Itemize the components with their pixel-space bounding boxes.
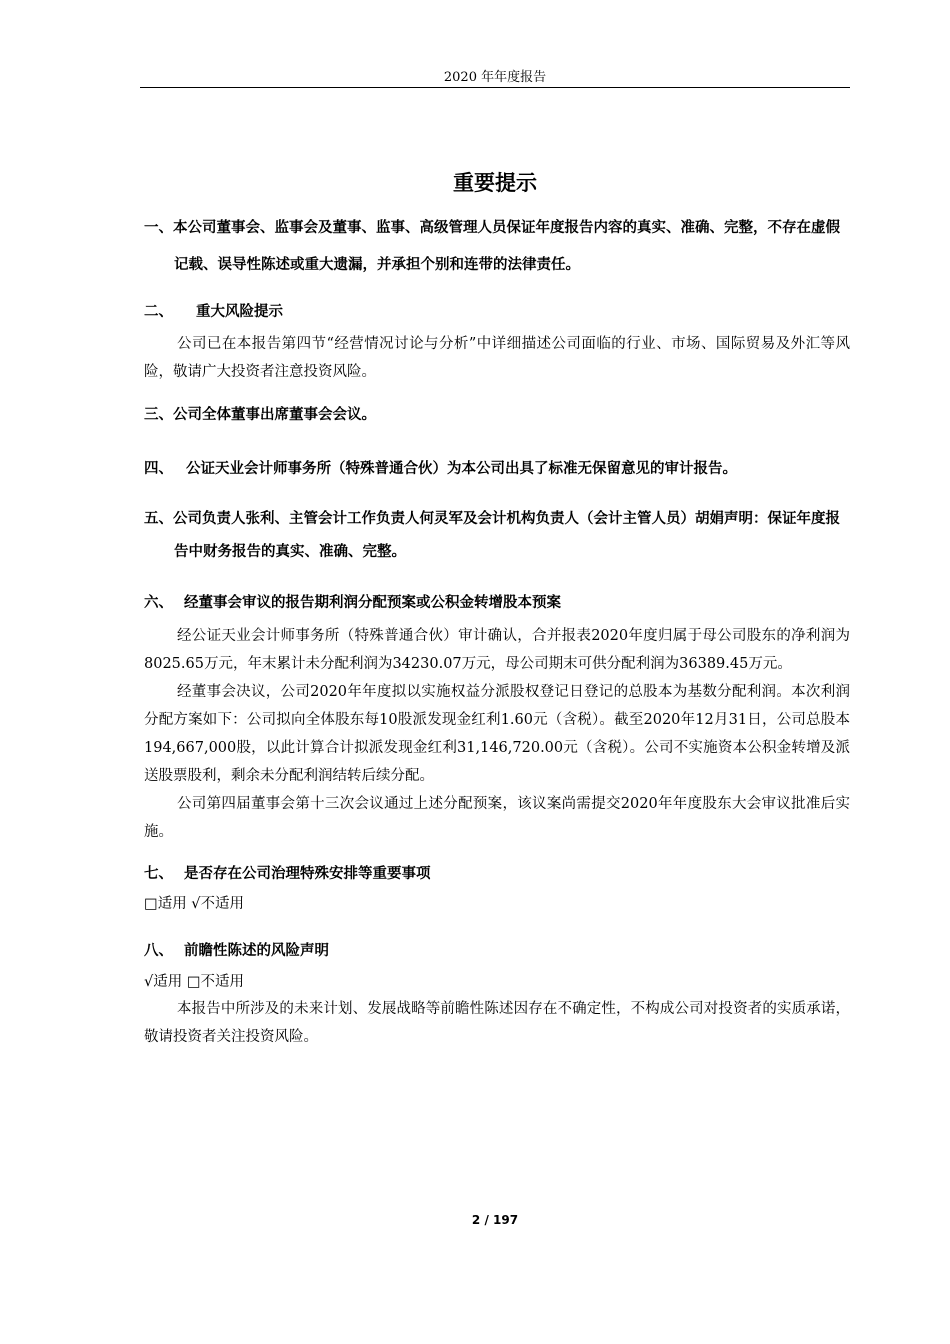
document-body xyxy=(144,210,850,1051)
section-5 xyxy=(144,503,850,569)
section-1 xyxy=(144,210,850,284)
section-7-number: 七、 xyxy=(144,866,173,882)
section-8-number: 八、 xyxy=(144,943,173,959)
section-7 xyxy=(144,862,850,918)
section-7-heading: 是否存在公司治理特殊安排等重要事项 xyxy=(184,866,431,882)
page-title: 重要提示 xyxy=(453,171,537,195)
header-divider xyxy=(140,87,850,88)
section-4 xyxy=(144,457,850,481)
section-6 xyxy=(144,591,850,846)
section-6-heading: 经董事会审议的报告期利润分配预案或公积金转增股本预案 xyxy=(184,595,561,611)
section-3 xyxy=(144,403,850,427)
section-7-options: □适用 √不适用 xyxy=(144,896,245,912)
section-8-paragraph: 本报告中所涉及的未来计划、发展战略等前瞻性陈述因存在不确定性，不构成公司对投资者的实质承诺，敬请投资者关注投资风险。 xyxy=(144,1001,850,1045)
page-header: 2020 年年度报告 xyxy=(443,70,547,85)
section-6-number: 六、 xyxy=(144,595,173,611)
page-number: 2 / 197 xyxy=(471,1213,519,1227)
section-8-heading: 前瞻性陈述的风险声明 xyxy=(184,943,329,959)
section-5-text: 公司负责人张利、主管会计工作负责人何灵军及会计机构负责人（会计主管人员）胡娟声明：保证年度报告中财务报告的真实、准确、完整。 xyxy=(173,511,840,560)
section-2 xyxy=(144,300,850,386)
section-1-text: 本公司董事会、监事会及董事、监事、高级管理人员保证年度报告内容的真实、准确、完整，不存在虚假记载、误导性陈述或重大遗漏，并承担个别和连带的法律责任。 xyxy=(173,220,840,273)
section-6-paragraph-3: 公司第四届董事会第十三次会议通过上述分配预案，该议案尚需提交2020年年度股东大会审议批准后实施。 xyxy=(144,796,850,840)
section-3-text: 三、公司全体董事出席董事会会议。 xyxy=(144,407,376,423)
section-8 xyxy=(144,939,850,1051)
section-4-text: 公证天业会计师事务所（特殊普通合伙）为本公司出具了标准无保留意见的审计报告。 xyxy=(186,461,737,477)
section-4-number: 四、 xyxy=(144,461,173,477)
section-6-paragraph-2: 经董事会决议，公司2020年年度拟以实施权益分派股权登记日登记的总股本为基数分配利润。本次利润分配方案如下：公司拟向全体股东每10股派发现金红利1.60元（含税）。截至2020年12月31日，公司总股本194,667,000股，以此计算合计拟派发现金红利31,146,720.00元（含税）。公司不实施资本公积金转增及派送股票股利，剩余未分配利润结转后续分配。 xyxy=(144,684,850,784)
section-2-heading: 重大风险提示 xyxy=(196,304,283,320)
section-6-paragraph-1: 经公证天业会计师事务所（特殊普通合伙）审计确认，合并报表2020年度归属于母公司股东的净利润为8025.65万元，年末累计未分配利润为34230.07万元，母公司期末可供分配利润为36389.45万元。 xyxy=(144,628,850,672)
section-1-number: 一、 xyxy=(144,220,173,236)
section-2-number: 二、 xyxy=(144,304,173,320)
section-8-options: √适用 □不适用 xyxy=(144,974,245,990)
section-5-number: 五、 xyxy=(144,511,173,527)
section-2-paragraph: 公司已在本报告第四节“经营情况讨论与分析”中详细描述公司面临的行业、市场、国际贸易及外汇等风险，敬请广大投资者注意投资风险。 xyxy=(144,336,850,380)
